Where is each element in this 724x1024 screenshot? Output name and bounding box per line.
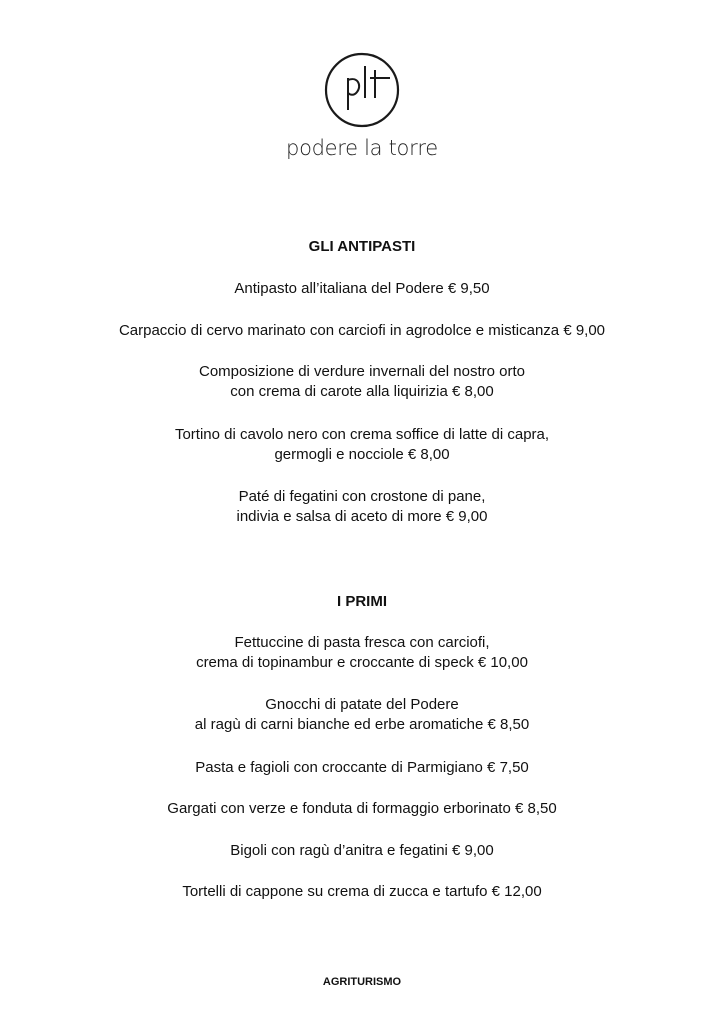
menu-item — [0, 362, 724, 402]
footer-label: AGRITURISMO — [322, 976, 402, 988]
menu-item-line: crema di topinambur e croccante di speck € 10,00 — [196, 654, 528, 671]
menu-item — [0, 633, 724, 673]
menu-item-line: indivia e salsa di aceto di more € 9,00 — [236, 508, 488, 525]
menu-item-line: Carpaccio di cervo marinato con carciofi in agrodolce e misticanza € 9,00 — [118, 322, 606, 339]
pt-monogram-circle-icon — [324, 50, 400, 130]
menu-item — [0, 882, 724, 902]
menu-item-line: Tortelli di cappone su crema di zucca e tartufo € 12,00 — [182, 883, 542, 900]
section-title-antipasti: GLI ANTIPASTI — [308, 238, 416, 255]
menu-item-line: Antipasto all’italiana del Podere € 9,50 — [234, 280, 490, 297]
menu-item-line: Paté di fegatini con crostone di pane, — [238, 488, 486, 505]
brand-name: podere la torre — [286, 136, 438, 160]
menu-item-line: Fettuccine di pasta fresca con carciofi, — [234, 634, 490, 651]
section-title-primi: I PRIMI — [336, 593, 387, 610]
menu-item — [0, 425, 724, 465]
menu-item-line: Gargati con verze e fonduta di formaggio erborinato € 8,50 — [167, 800, 557, 817]
menu-item-line: Tortino di cavolo nero con crema soffice di latte di capra, — [174, 426, 550, 443]
menu-item — [0, 487, 724, 527]
menu-item — [0, 841, 724, 861]
menu-item — [0, 321, 724, 341]
menu-item — [0, 758, 724, 778]
menu-item — [0, 799, 724, 819]
brand-logo — [0, 50, 724, 160]
menu-item — [0, 279, 724, 299]
menu-item-line: al ragù di carni bianche ed erbe aromatiche € 8,50 — [194, 716, 530, 733]
menu-item-line: Pasta e fagioli con croccante di Parmigiano € 7,50 — [195, 759, 529, 776]
menu-item-line: con crema di carote alla liquirizia € 8,00 — [230, 383, 494, 400]
menu-item-line: Bigoli con ragù d’anitra e fegatini € 9,00 — [230, 842, 494, 859]
menu-item — [0, 695, 724, 735]
menu-item-line: Gnocchi di patate del Podere — [265, 696, 459, 713]
menu-item-line: germogli e nocciole € 8,00 — [274, 446, 450, 463]
menu-item-line: Composizione di verdure invernali del nostro orto — [198, 363, 525, 380]
